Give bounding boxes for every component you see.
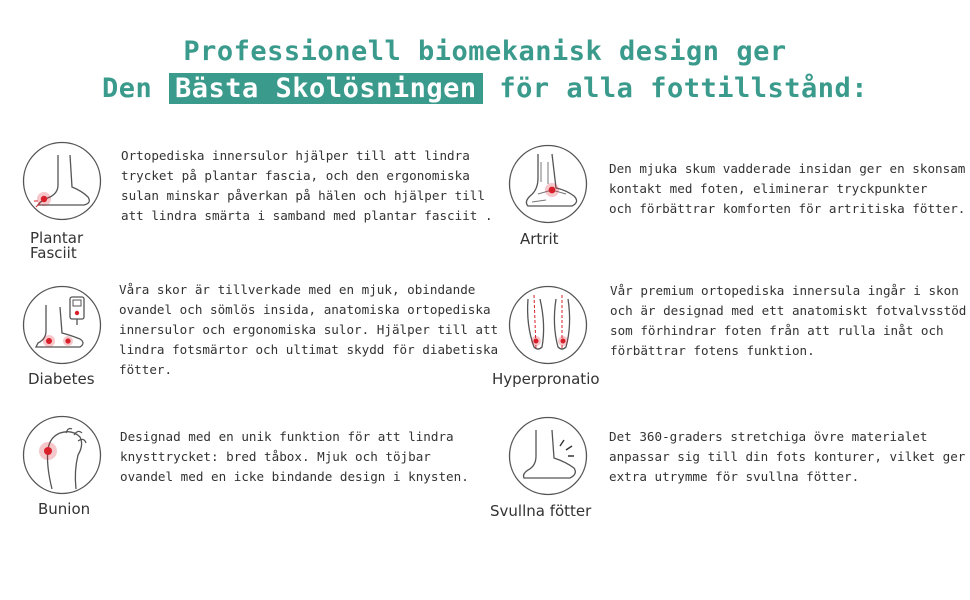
foot-skeleton-icon: [508, 144, 588, 224]
artrit-label: Artrit: [520, 230, 559, 248]
artrit-description: Den mjuka skum vadderade insidan ger en skonsam kontakt med foten, eliminerar tryckpunkter och förbättrar komforten för artritiska fötter.: [609, 161, 966, 216]
diabetes-description: Våra skor är tillverkade med en mjuk, obindande ovandel och sömlös insida, anatomiska ortopediska innersulor och ergonomiska sulor. Hjälper till att lindra fotsmärtor och ultimat skydd för diabetiska fötter.: [119, 282, 499, 377]
svullna-fotter-label: Svullna fötter: [490, 502, 592, 520]
diabetes-label: Diabetes: [28, 370, 95, 388]
plantar-foot-icon: [22, 141, 102, 221]
diabetes-foot-icon: [22, 285, 102, 365]
hyperpronation-icon: [508, 285, 588, 365]
headline-suffix: för alla fottillstånd:: [499, 73, 869, 104]
headline-line-2: [0, 73, 970, 104]
plantar-fasciit-description: Ortopediska innersulor hjälper till att lindra trycket på plantar fascia, och den ergonomiska sulan minskar påverkan på hälen och hjälper till att lindra smärta i samband med plantar fasciit .: [121, 148, 493, 223]
headline-prefix: Den: [101, 73, 153, 104]
hyperpronatio-description: Vår premium ortopediska innersula ingår i skon och är designad med ett anatomiskt fotvalvsstöd som förhindrar foten från att rulla inåt och förbättrar fotens funktion.: [610, 283, 967, 358]
headline-highlight: Bästa Skolösningen: [169, 73, 483, 104]
plantar-fasciit-label: Plantar Fasciit: [30, 229, 84, 262]
swollen-foot-icon: [508, 416, 588, 496]
hyperpronatio-label: Hyperpronatio: [492, 370, 600, 388]
headline-line-1: Professionell biomekanisk design ger: [183, 36, 787, 67]
bunion-description: Designad med en unik funktion för att lindra knysttrycket: bred tåbox. Mjuk och töjbar ovandel med en icke bindande design i knysten.: [120, 429, 469, 484]
bunion-label: Bunion: [38, 500, 91, 518]
bunion-foot-icon: [22, 415, 102, 495]
svullna-fotter-description: Det 360-graders stretchiga övre materialet anpassar sig till din fots konturer, vilket ger extra utrymme för svullna fötter.: [609, 429, 966, 484]
